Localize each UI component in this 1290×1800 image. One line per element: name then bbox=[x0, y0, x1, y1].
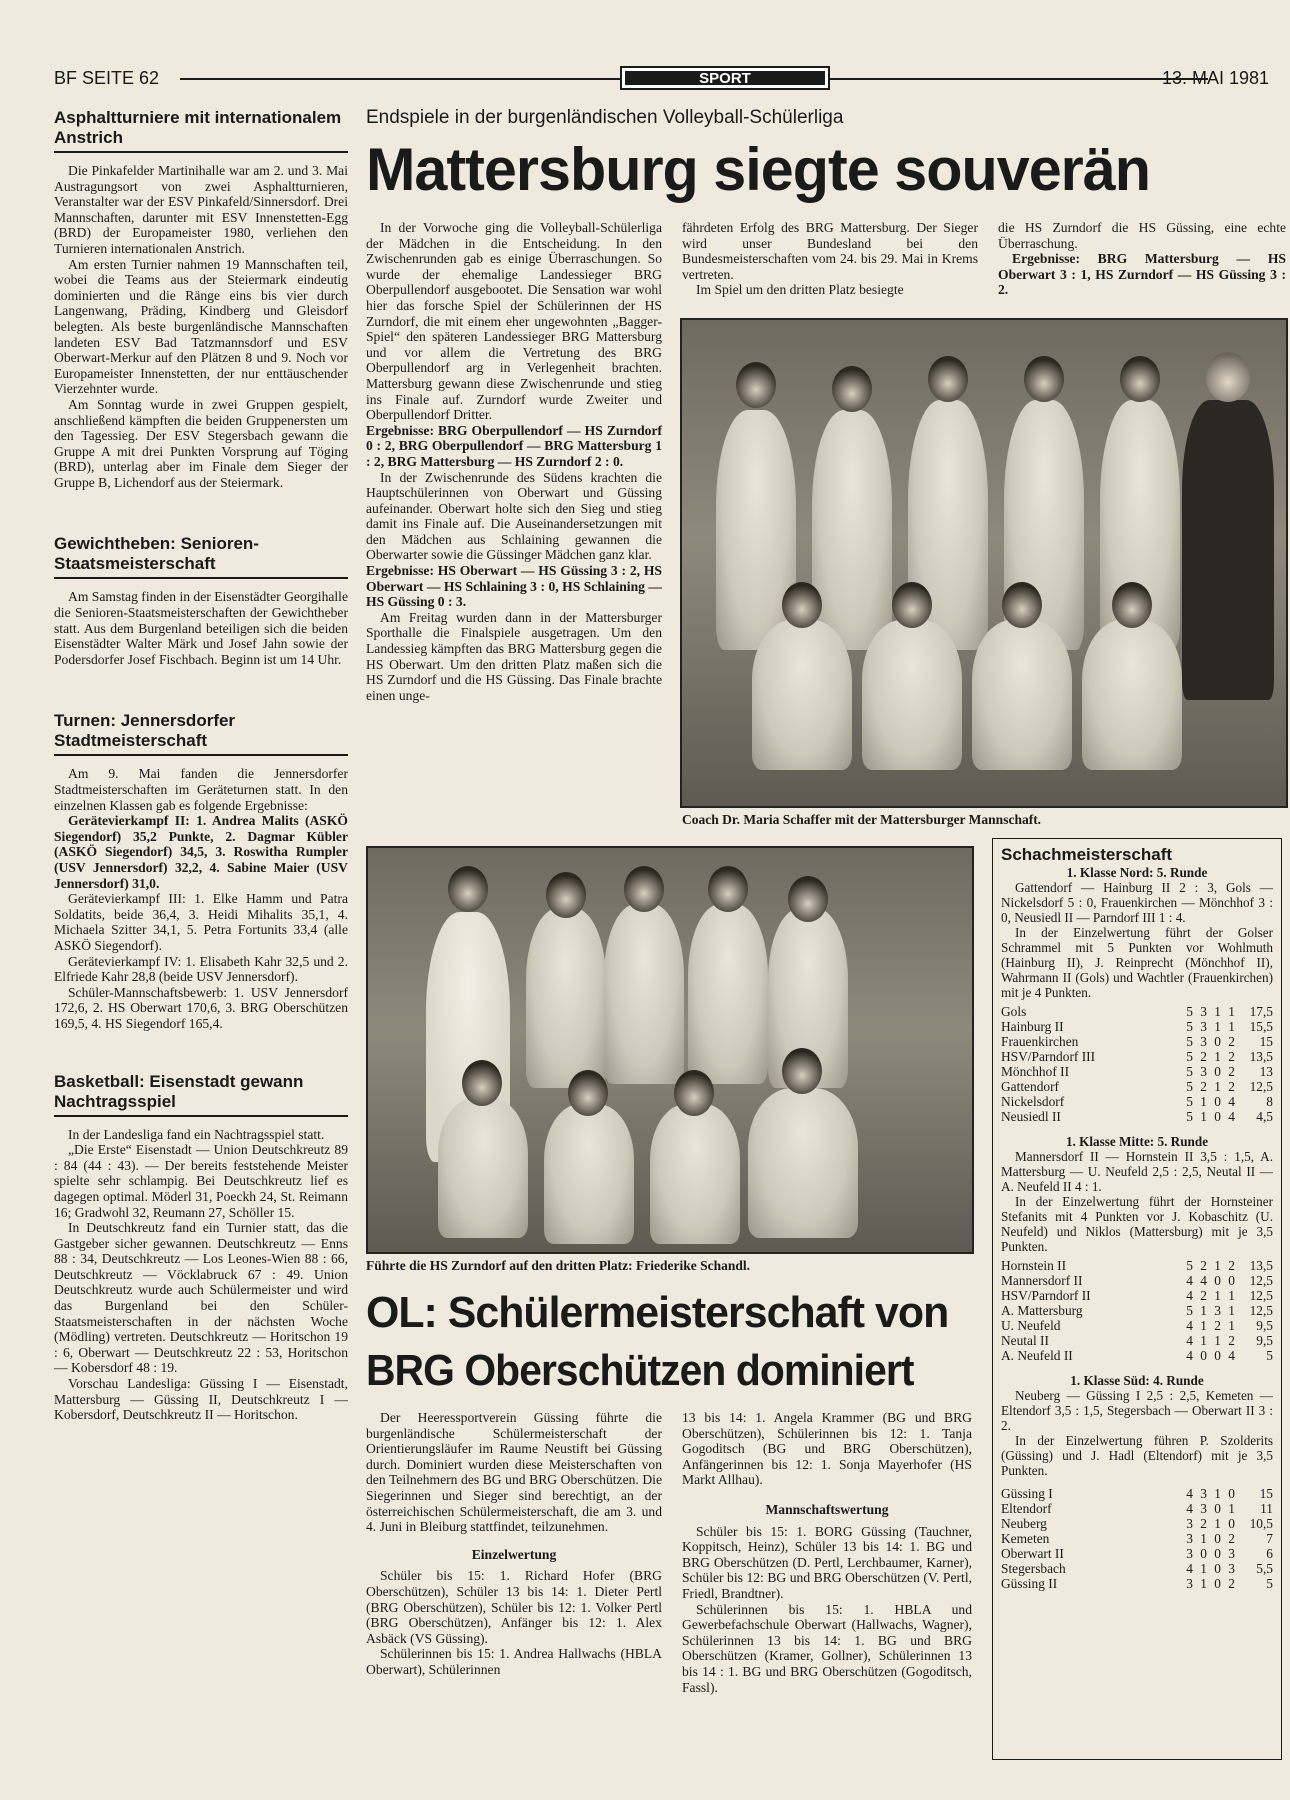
stat: 2 bbox=[1228, 1531, 1235, 1546]
points: 9,5 bbox=[1256, 1333, 1273, 1348]
points: 12,5 bbox=[1249, 1303, 1273, 1318]
points: 15 bbox=[1259, 1034, 1273, 1049]
paragraph: „Die Erste“ Eisenstadt — Union Deutschkreutz 89 : 84 (44 : 43). — Der bereits feststehende Meister spielte sehr schlampig. Bei Deutschkreutz lief es dagegen optimal. Möderl 31, Poeckh 24, St. Reimann 16; Gradwohl 32, Reumann 27, Schöller 15. bbox=[54, 1142, 348, 1220]
team-name: Oberwart II bbox=[1001, 1546, 1064, 1561]
basket-body bbox=[54, 1127, 348, 1423]
points: 12,5 bbox=[1249, 1273, 1273, 1288]
points: 9,5 bbox=[1256, 1318, 1273, 1333]
paragraph: Neuberg — Güssing I 2,5 : 2,5, Kemeten — Eltendorf 3,5 : 1,5, Stegersbach — Oberwart II 3 : 2. bbox=[1001, 1388, 1273, 1433]
stat: 3 bbox=[1200, 1034, 1207, 1049]
stat: 1 bbox=[1228, 1501, 1235, 1516]
basket-title: Basketball: Eisenstadt gewann Nachtragsspiel bbox=[54, 1072, 348, 1117]
stat: 5 bbox=[1186, 1049, 1193, 1064]
stat: 4 bbox=[1186, 1273, 1193, 1288]
stat: 1 bbox=[1200, 1303, 1207, 1318]
stat: 1 bbox=[1200, 1531, 1207, 1546]
volley-col3 bbox=[998, 220, 1286, 298]
stat: 1 bbox=[1214, 1049, 1221, 1064]
page-number: BF SEITE 62 bbox=[54, 68, 160, 88]
team-name: Neutal II bbox=[1001, 1333, 1049, 1348]
mann-title: Mannschaftswertung bbox=[765, 1501, 889, 1517]
stat: 0 bbox=[1214, 1109, 1221, 1124]
stat: 4 bbox=[1186, 1561, 1193, 1576]
paragraph: Mannersdorf II — Hornstein II 3,5 : 1,5, A. Mattersburg — U. Neufeld 2,5 : 2,5, Neutal II — A. Neufeld II 4 : 1. bbox=[1001, 1149, 1273, 1194]
team-name: A. Neufeld II bbox=[1001, 1348, 1073, 1363]
points: 4,5 bbox=[1256, 1109, 1273, 1124]
stat: 1 bbox=[1228, 1288, 1235, 1303]
stat: 3 bbox=[1186, 1576, 1193, 1591]
table-row bbox=[1001, 1288, 1273, 1303]
points: 11 bbox=[1260, 1501, 1273, 1516]
ol-headline-wrap bbox=[366, 1284, 976, 1404]
stat: 2 bbox=[1228, 1333, 1235, 1348]
table-row bbox=[1001, 1561, 1273, 1576]
stat: 2 bbox=[1228, 1258, 1235, 1273]
stat: 3 bbox=[1228, 1546, 1235, 1561]
team-name: Neusiedl II bbox=[1001, 1109, 1061, 1124]
team-name: HSV/Parndorf II bbox=[1001, 1288, 1091, 1303]
stat: 1 bbox=[1214, 1019, 1221, 1034]
table-row bbox=[1001, 1034, 1273, 1049]
volley-headline: Mattersburg siegte souverän bbox=[366, 136, 1151, 203]
schach-mitte-table bbox=[1001, 1258, 1273, 1363]
stat: 5 bbox=[1186, 1094, 1193, 1109]
table-row bbox=[1001, 1348, 1273, 1363]
table-row bbox=[1001, 1333, 1273, 1348]
ol-headline-line1: OL: Schülermeisterschaft von bbox=[366, 1288, 949, 1337]
stat: 4 bbox=[1228, 1109, 1235, 1124]
stat: 2 bbox=[1228, 1064, 1235, 1079]
stat: 5 bbox=[1186, 1004, 1193, 1019]
ol-col2 bbox=[682, 1410, 972, 1695]
stat: 3 bbox=[1200, 1486, 1207, 1501]
team-name: Kemeten bbox=[1001, 1531, 1050, 1546]
stat: 5 bbox=[1186, 1303, 1193, 1318]
paragraph: Schülerinnen bis 15: 1. Andrea Hallwachs (HBLA Oberwart), Schülerinnen bbox=[366, 1646, 662, 1677]
stat: 0 bbox=[1214, 1576, 1221, 1591]
points: 13,5 bbox=[1249, 1258, 1273, 1273]
stat: 0 bbox=[1214, 1094, 1221, 1109]
team-photo-zurndorf bbox=[366, 846, 974, 1254]
stat: 1 bbox=[1200, 1318, 1207, 1333]
stat: 1 bbox=[1214, 1486, 1221, 1501]
paragraph: die HS Zurndorf die HS Güssing, eine echte Überraschung. bbox=[998, 220, 1286, 251]
stat: 2 bbox=[1214, 1318, 1221, 1333]
stat: 5 bbox=[1186, 1064, 1193, 1079]
stat: 1 bbox=[1214, 1288, 1221, 1303]
paragraph: Im Spiel um den dritten Platz besiegte bbox=[696, 282, 904, 298]
asphalt-title: Asphaltturniere mit internationalem Anstrich bbox=[54, 108, 348, 153]
paragraph: In Deutschkreutz fand ein Turnier statt, das die Gastgeber sicher gewannen. Deutschkreutz — Enns 88 : 34, Deutschkreutz — Los Leones-Wien 88 : 66, Deutschkreutz — Vöcklabruck 67 : 49. Union Deutschkreutz wurde auch Schülermeister und wird das Burgenland bei den Schüler-Staatsmeisterschaften in der nächsten Woche (Mödling) vertreten. Deutschkreutz — Horitschon 19 : 6, Oberwart — Deutschkreutz 22 : 53, Horitschon — Kobersdorf 48 : 19. bbox=[54, 1220, 348, 1376]
table-row bbox=[1001, 1273, 1273, 1288]
stat: 3 bbox=[1186, 1516, 1193, 1531]
stat: 5 bbox=[1186, 1034, 1193, 1049]
paragraph: Ergebnisse: BRG Oberpullendorf — HS Zurndorf 0 : 2, BRG Oberpullendorf — BRG Mattersburg 1 : 2, BRG Mattersburg — HS Zurndorf 2 : 0. bbox=[366, 422, 662, 469]
stat: 1 bbox=[1228, 1019, 1235, 1034]
stat: 4 bbox=[1186, 1486, 1193, 1501]
stat: 1 bbox=[1214, 1333, 1221, 1348]
turnen-body bbox=[54, 766, 348, 1031]
volley-headline-wrap bbox=[366, 134, 1226, 210]
gewicht-title: Gewichtheben: Senioren-Staatsmeisterschaft bbox=[54, 534, 348, 579]
volley-col2 bbox=[682, 220, 978, 298]
stat: 4 bbox=[1186, 1501, 1193, 1516]
stat: 4 bbox=[1186, 1333, 1193, 1348]
points: 8 bbox=[1266, 1094, 1273, 1109]
stat: 1 bbox=[1214, 1516, 1221, 1531]
paragraph: In der Landesliga fand ein Nachtragsspiel statt. bbox=[68, 1126, 325, 1142]
table-row bbox=[1001, 1501, 1273, 1516]
stat: 2 bbox=[1200, 1049, 1207, 1064]
stat: 0 bbox=[1214, 1273, 1221, 1288]
points: 5 bbox=[1266, 1348, 1273, 1363]
stat: 0 bbox=[1200, 1348, 1207, 1363]
team-name: Gattendorf bbox=[1001, 1079, 1060, 1094]
paragraph: In der Vorwoche ging die Volleyball-Schülerliga der Mädchen in die Entscheidung. In den Zwischenrunden gab es einige Überraschungen. So wurde der ehemalige Landessieger BRG Oberpullendorf ausgebootet. Die Sensation war wohl hier das forsche Spiel der Schülerinnen der HS Zurndorf, die mit einem eher ungewohnten „Bagger-Spiel“ den späteren Landessieger BRG Mattersburg und vor allem die Vertretung des BRG Oberpullendorf arg in Verlegenheit brachten. Mattersburg gewann diese Zwischenrunde und stieg ins Finale auf. Zurndorf wurde Zweiter und Oberpullendorf Dritter. bbox=[366, 220, 662, 423]
paragraph: Gattendorf — Hainburg II 2 : 3, Gols — Nickelsdorf 5 : 0, Frauenkirchen — Mönchhof 3 : 0, Neusiedl II — Parndorf III 1 : 4. bbox=[1001, 880, 1273, 925]
points: 12,5 bbox=[1249, 1079, 1273, 1094]
points: 10,5 bbox=[1249, 1516, 1273, 1531]
points: 12,5 bbox=[1249, 1288, 1273, 1303]
team-name: Hainburg II bbox=[1001, 1019, 1064, 1034]
stat: 1 bbox=[1200, 1561, 1207, 1576]
stat: 1 bbox=[1228, 1318, 1235, 1333]
ol-headline-line2: BRG Oberschützen dominiert bbox=[366, 1346, 914, 1395]
stat: 0 bbox=[1228, 1273, 1235, 1288]
schach-sued-table bbox=[1001, 1486, 1273, 1591]
table-row bbox=[1001, 1576, 1273, 1591]
points: 5 bbox=[1266, 1576, 1273, 1591]
paragraph: fährdeten Erfolg des BRG Mattersburg. Der Sieger wird unser Bundesland bei den Bundesmeisterschaften vom 24. bis 29. Mai in Krems vertreten. bbox=[682, 220, 978, 282]
schach-mitte bbox=[1001, 1134, 1273, 1254]
stat: 3 bbox=[1200, 1004, 1207, 1019]
left-column bbox=[54, 108, 348, 1423]
points: 15 bbox=[1259, 1486, 1273, 1501]
stat: 3 bbox=[1214, 1303, 1221, 1318]
stat: 1 bbox=[1200, 1109, 1207, 1124]
einzel-title: Einzelwertung bbox=[471, 1546, 557, 1562]
paragraph: Der Heeressportverein Güssing führte die burgenländische Schülermeisterschaft der Orientierungsläufer im Raume Neustift bei Güssing durch. Dominiert wurden diese Meisterschaften von den Teilnehmern des BG und BRG Oberschützen. Die Siegerinnen und Sieger sind berechtigt, an der österreichischen Schülermeisterschaft, die am 3. und 4. Juni in Bleiburg stattfindet, teilzunehmen. bbox=[366, 1410, 662, 1535]
paragraph: 13 bis 14: 1. Angela Krammer (BG und BRG Oberschützen), Schülerinnen bis 12: 1. Tanja Gogoditsch (BG und BRG Oberschützen), Anfängerinnen bis 12: 1. Sonja Mayerhofer (HS Markt Allhau). bbox=[682, 1410, 972, 1488]
points: 7 bbox=[1266, 1531, 1273, 1546]
section-label: SPORT bbox=[625, 71, 825, 85]
stat: 4 bbox=[1228, 1348, 1235, 1363]
stat: 2 bbox=[1228, 1079, 1235, 1094]
team-name: Mannersdorf II bbox=[1001, 1273, 1083, 1288]
stat: 3 bbox=[1186, 1531, 1193, 1546]
stat: 2 bbox=[1228, 1049, 1235, 1064]
team-name: Güssing II bbox=[1001, 1576, 1058, 1591]
volley-kicker: Endspiele in der burgenländischen Volleyball-Schülerliga bbox=[366, 107, 844, 128]
stat: 0 bbox=[1214, 1348, 1221, 1363]
table-row bbox=[1001, 1064, 1273, 1079]
table-row bbox=[1001, 1318, 1273, 1333]
stat: 4 bbox=[1186, 1288, 1193, 1303]
table-row bbox=[1001, 1546, 1273, 1561]
page-header bbox=[54, 66, 1284, 92]
team-name: Mönchhof II bbox=[1001, 1064, 1070, 1079]
stat: 5 bbox=[1186, 1109, 1193, 1124]
schach-mitte-head: 1. Klasse Mitte: 5. Runde bbox=[1065, 1134, 1209, 1149]
schach-title: Schachmeisterschaft bbox=[1001, 845, 1173, 864]
paragraph: Schüler bis 15: 1. BORG Güssing (Tauchner, Koppitsch, Heinz), Schüler 13 bis 14: 1. BG und BRG Oberschützen (D. Pertl, Lerchbaumer, Karner), Schüler bis 12: BG und BRG Oberschützen (V. Pertl, Friedl, Brandtner). bbox=[682, 1523, 972, 1601]
table-row bbox=[1001, 1303, 1273, 1318]
table-row bbox=[1001, 1094, 1273, 1109]
stat: 0 bbox=[1214, 1561, 1221, 1576]
stat: 0 bbox=[1200, 1546, 1207, 1561]
gewicht-body bbox=[54, 589, 348, 667]
team-name: Stegersbach bbox=[1001, 1561, 1066, 1576]
paragraph: Schüler-Mannschaftsbewerb: 1. USV Jennersdorf 172,6, 2. HS Oberwart 170,6, 3. BRG Oberschützen 169,5, 4. HS Siegendorf 165,4. bbox=[54, 984, 348, 1031]
photo1-caption: Coach Dr. Maria Schaffer mit der Mattersburger Mannschaft. bbox=[682, 812, 1042, 827]
stat: 5 bbox=[1186, 1079, 1193, 1094]
points: 5,5 bbox=[1256, 1561, 1273, 1576]
stat: 4 bbox=[1200, 1273, 1207, 1288]
team-photo-mattersburg bbox=[680, 318, 1288, 808]
schach-box bbox=[992, 838, 1282, 1760]
paragraph: In der Zwischenrunde des Südens krachten die Hauptschülerinnen von Oberwart und Güssing aufeinander. Oberwart holte sich den Sieg und stieg damit ins Finale auf. Die Auseinandersetzungen mit den Mädchen aus Schlaining gewannen die Oberwarter sowie die Güssinger Mädchen ganz klar. bbox=[366, 469, 662, 563]
points: 6 bbox=[1266, 1546, 1273, 1561]
paragraph: Schülerinnen bis 15: 1. HBLA und Gewerbefachschule Oberwart (Hallwachs, Wagner), Schülerinnen 13 bis 14: 1. BG und BRG Oberschützen (Kramer, Gollner), Schülerinnen 13 bis 14 : 1. BG und BRG Oberschützen (Gogoditsch, Fassl). bbox=[682, 1601, 972, 1695]
paragraph: Gerätevierkampf II: 1. Andrea Malits (ASKÖ Siegendorf) 35,2 Punkte, 2. Dagmar Kübler (ASKÖ Siegendorf) 34,5, 3. Roswitha Rumpler (USV Jennersdorf) 32,2, 4. Sabine Maier (USV Jennersdorf) 31,0. bbox=[54, 813, 348, 891]
stat: 4 bbox=[1186, 1348, 1193, 1363]
stat: 0 bbox=[1214, 1501, 1221, 1516]
team-name: HSV/Parndorf III bbox=[1001, 1049, 1096, 1064]
paragraph: Gerätevierkampf IV: 1. Elisabeth Kahr 32,5 und 2. Elfriede Kahr 28,8 (beide USV Jennersdorf). bbox=[54, 953, 348, 985]
team-name: A. Mattersburg bbox=[1001, 1303, 1083, 1318]
table-row bbox=[1001, 1531, 1273, 1546]
stat: 4 bbox=[1228, 1094, 1235, 1109]
team-name: Frauenkirchen bbox=[1001, 1034, 1079, 1049]
table-row bbox=[1001, 1258, 1273, 1273]
stat: 1 bbox=[1200, 1094, 1207, 1109]
paragraph: Vorschau Landesliga: Güssing I — Eisenstadt, Mattersburg — Güssing II, Deutschkreutz I — Kobersdorf, Deutschkreutz II — Horitschon. bbox=[54, 1376, 348, 1423]
paragraph: Am Samstag finden in der Eisenstädter Georgihalle die Senioren-Staatsmeisterschaften der Gewichtheber statt. Aus dem Burgenland beteiligen sich die beiden Eisenstädter Walter Märk und Josef Jahn sowie der Podersdorfer Josef Fischbach. Beginn ist um 14 Uhr. bbox=[54, 589, 348, 667]
stat: 1 bbox=[1200, 1576, 1207, 1591]
stat: 2 bbox=[1228, 1034, 1235, 1049]
points: 13,5 bbox=[1249, 1049, 1273, 1064]
paragraph: Die Pinkafelder Martinihalle war am 2. und 3. Mai Austragungsort von zwei Asphaltturnieren, Veranstalter war der ESV Pinkafeld/Sinnersdorf. Drei Mannschaften, darunter mit ESV Innenstetten-Egg (BRD) der Europameister 1980, verliehen den Turnieren internationalen Anstrich. bbox=[54, 163, 348, 256]
volley-col1 bbox=[366, 220, 662, 703]
paragraph: Ergebnisse: BRG Mattersburg — HS Oberwart 3 : 1, HS Zurndorf — HS Güssing 3 : 2. bbox=[998, 251, 1286, 298]
stat: 3 bbox=[1186, 1546, 1193, 1561]
stat: 5 bbox=[1186, 1019, 1193, 1034]
paragraph: In der Einzelwertung führt der Golser Schrammel mit 5 Punkten vor Wohlmuth (Hainburg II), J. Reinprecht (Mönchhof II), Wahrmann II (Gols) und Wachtler (Frauenkirchen) mit je 4 Punkten. bbox=[1001, 925, 1273, 1000]
paragraph: Am Sonntag wurde in zwei Gruppen gespielt, anschließend kämpften die beiden Gruppenersten um den Tagessieg. Der ESV Stegersbach gewann die Gruppe A mit drei Punkten Vorsprung auf Töging (BRD), unterlag aber im Finale dem Sieger der Gruppe B, Lichendorf aus der Steiermark. bbox=[54, 396, 348, 490]
table-row bbox=[1001, 1049, 1273, 1064]
paragraph: Am ersten Turnier nahmen 19 Mannschaften teil, wobei die Teams aus der Steiermark eindeutig dominierten und die Ränge eins bis vier durch Langenwang, Präding, Kindberg und Gleisdorf belegten. Als beste burgenländische Mannschaften landeten ESV Bad Tatzmannsdorf und ESV Oberwart-Merkur auf den Plätzen 8 und 9. Noch vor Europameister Innenstetten, der nur enttäuschender Vierzehnter wurde. bbox=[54, 256, 348, 397]
turnen-title: Turnen: Jennersdorfer Stadtmeisterschaft bbox=[54, 711, 348, 756]
schach-nord-table bbox=[1001, 1004, 1273, 1124]
team-name: Hornstein II bbox=[1001, 1258, 1067, 1273]
paragraph: Am 9. Mai fanden die Jennersdorfer Stadtmeisterschaften im Geräteturnen statt. In den einzelnen Klassen gab es folgende Ergebnisse: bbox=[54, 766, 348, 813]
points: 15,5 bbox=[1249, 1019, 1273, 1034]
team-name: Nickelsdorf bbox=[1001, 1094, 1065, 1109]
points: 13 bbox=[1259, 1064, 1273, 1079]
paragraph: Ergebnisse: HS Oberwart — HS Güssing 3 : 2, HS Oberwart — HS Schlaining 3 : 0, HS Schlaining — HS Güssing 0 : 3. bbox=[366, 563, 662, 610]
paragraph: In der Einzelwertung führen P. Szolderits (Güssing) und J. Hadl (Eltendorf) mit je 3,5 Punkten. bbox=[1001, 1433, 1273, 1478]
stat: 3 bbox=[1200, 1501, 1207, 1516]
stat: 1 bbox=[1200, 1333, 1207, 1348]
team-name: U. Neufeld bbox=[1001, 1318, 1061, 1333]
table-row bbox=[1001, 1004, 1273, 1019]
paragraph: Schüler bis 15: 1. Richard Hofer (BRG Oberschützen), Schüler 13 bis 14: 1. Dieter Pertl (BRG Oberschützen), Schüler bis 12: 1. Volker Pertl (BRG Oberschützen), Anfänger bis 12: 1. Alex Asbäck (VS Güssing). bbox=[366, 1568, 662, 1646]
stat: 1 bbox=[1214, 1079, 1221, 1094]
stat: 0 bbox=[1214, 1546, 1221, 1561]
schach-sued bbox=[1001, 1373, 1273, 1478]
stat: 0 bbox=[1214, 1034, 1221, 1049]
stat: 0 bbox=[1228, 1516, 1235, 1531]
photo2-caption: Führte die HS Zurndorf auf den dritten Platz: Friederike Schandl. bbox=[366, 1258, 750, 1273]
header-rule-right bbox=[830, 78, 1208, 80]
team-name: Güssing I bbox=[1001, 1486, 1053, 1501]
stat: 1 bbox=[1214, 1258, 1221, 1273]
paragraph: Am Freitag wurden dann in der Mattersburger Sporthalle die Finalspiele ausgetragen. Um den Landessieg kämpften das BRG Mattersburg gegen die HS Oberwart. Um den dritten Platz maßen sich die HS Zurndorf und die HS Güssing. Das Finale brachte einen unge- bbox=[366, 609, 662, 703]
ol-col1 bbox=[366, 1410, 662, 1678]
table-row bbox=[1001, 1516, 1273, 1531]
points: 17,5 bbox=[1249, 1004, 1273, 1019]
stat: 1 bbox=[1214, 1004, 1221, 1019]
table-row bbox=[1001, 1019, 1273, 1034]
stat: 2 bbox=[1200, 1258, 1207, 1273]
paragraph: In der Einzelwertung führt der Hornsteiner Stefanits mit 4 Punkten vor J. Kobaschitz (U. Neufeld) und Niklos (Mattersburg) mit je 3,5 Punkten. bbox=[1001, 1194, 1273, 1254]
stat: 2 bbox=[1228, 1576, 1235, 1591]
schach-nord-head: 1. Klasse Nord: 5. Runde bbox=[1066, 865, 1208, 880]
table-row bbox=[1001, 1079, 1273, 1094]
stat: 2 bbox=[1200, 1516, 1207, 1531]
stat: 3 bbox=[1200, 1019, 1207, 1034]
stat: 5 bbox=[1186, 1258, 1193, 1273]
page-date: 13. MAI 1981 bbox=[1162, 68, 1270, 88]
schach-nord bbox=[1001, 865, 1273, 1000]
stat: 2 bbox=[1200, 1079, 1207, 1094]
stat: 4 bbox=[1186, 1318, 1193, 1333]
section-badge bbox=[620, 66, 830, 90]
stat: 3 bbox=[1228, 1561, 1235, 1576]
team-name: Gols bbox=[1001, 1004, 1027, 1019]
schach-sued-head: 1. Klasse Süd: 4. Runde bbox=[1070, 1373, 1204, 1388]
paragraph: Gerätevierkampf III: 1. Elke Hamm und Patra Soldatits, beide 36,4, 3. Heidi Mihalits 35,1, 4. Michaela Szitter 34,1, 5. Petra Fortunits 33,4 (alle ASKÖ Siegendorf). bbox=[54, 891, 348, 953]
stat: 1 bbox=[1228, 1303, 1235, 1318]
asphalt-body bbox=[54, 163, 348, 490]
stat: 0 bbox=[1214, 1064, 1221, 1079]
table-row bbox=[1001, 1109, 1273, 1124]
table-row bbox=[1001, 1486, 1273, 1501]
stat: 2 bbox=[1200, 1288, 1207, 1303]
stat: 0 bbox=[1228, 1486, 1235, 1501]
stat: 3 bbox=[1200, 1064, 1207, 1079]
team-name: Neuberg bbox=[1001, 1516, 1047, 1531]
header-rule-left bbox=[180, 78, 620, 80]
team-name: Eltendorf bbox=[1001, 1501, 1052, 1516]
stat: 0 bbox=[1214, 1531, 1221, 1546]
stat: 1 bbox=[1228, 1004, 1235, 1019]
